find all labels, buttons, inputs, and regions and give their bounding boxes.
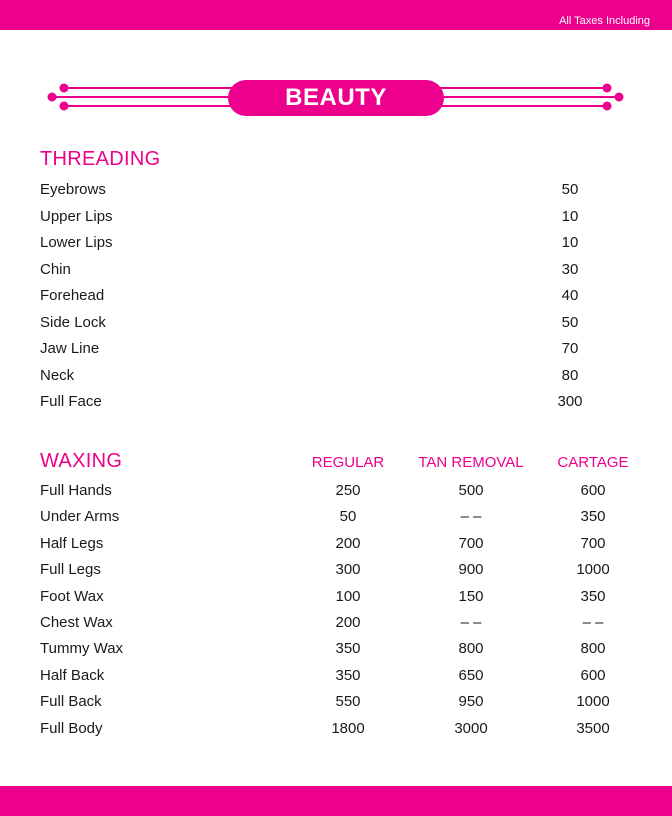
price-regular: 100 <box>335 587 361 605</box>
price-regular: 350 <box>335 666 361 684</box>
price-cartage: 350 <box>580 587 606 605</box>
table-row <box>0 667 672 693</box>
service-price: 80 <box>561 366 579 384</box>
service-name: Full Back <box>40 693 102 711</box>
price-regular: 550 <box>335 693 361 711</box>
bottom-bar <box>0 786 672 816</box>
service-name: Half Back <box>40 666 105 684</box>
list-item <box>0 234 672 260</box>
service-name: Chin <box>40 260 71 278</box>
waxing-title: WAXING <box>40 450 123 472</box>
price-regular: 200 <box>335 534 361 552</box>
price-tan-removal: 150 <box>458 587 484 605</box>
service-name: Upper Lips <box>40 207 113 225</box>
service-name: Side Lock <box>40 313 106 331</box>
service-name: Eyebrows <box>40 181 106 198</box>
top-bar <box>0 0 672 30</box>
price-cartage: 350 <box>580 508 606 526</box>
price-tan-removal: 800 <box>458 640 484 658</box>
column-header-cartage: CARTAGE <box>557 454 629 471</box>
service-name: Neck <box>40 366 75 384</box>
price-regular: 200 <box>335 614 361 631</box>
price-regular: 300 <box>335 561 361 579</box>
price-tan-removal: – – <box>460 614 482 631</box>
service-name: Full Hands <box>40 482 112 499</box>
price-regular: 1800 <box>331 719 365 737</box>
page-title: BEAUTY <box>228 80 444 116</box>
price-cartage: 600 <box>580 666 606 684</box>
service-name: Foot Wax <box>40 587 104 605</box>
table-row <box>0 508 672 534</box>
service-name: Tummy Wax <box>40 640 124 658</box>
table-row <box>0 640 672 666</box>
service-name: Full Legs <box>40 561 101 579</box>
service-price: 70 <box>561 340 579 357</box>
price-regular: 350 <box>335 640 361 658</box>
table-row <box>0 482 672 508</box>
threading-title: THREADING <box>40 148 161 170</box>
tax-note: All Taxes Including <box>559 15 650 27</box>
service-price: 50 <box>561 313 579 331</box>
column-header-regular: REGULAR <box>311 454 385 471</box>
service-price: 30 <box>561 260 579 278</box>
price-regular: 50 <box>339 508 357 526</box>
service-price: 10 <box>561 234 579 251</box>
price-tan-removal: 700 <box>458 534 484 552</box>
table-row <box>0 561 672 587</box>
service-price: 10 <box>561 207 579 225</box>
price-cartage: 800 <box>580 640 606 658</box>
price-tan-removal: 950 <box>458 693 484 711</box>
price-cartage: 600 <box>580 482 606 499</box>
service-name: Full Face <box>40 393 102 410</box>
price-cartage: 1000 <box>576 561 610 579</box>
price-tan-removal: 3000 <box>454 719 488 737</box>
service-name: Forehead <box>40 287 105 304</box>
table-row <box>0 693 672 719</box>
service-name: Jaw Line <box>40 340 100 357</box>
service-price: 300 <box>557 393 583 410</box>
service-price: 50 <box>561 181 579 198</box>
price-cartage: 3500 <box>576 719 610 737</box>
service-name: Full Body <box>40 719 103 737</box>
table-row <box>0 720 672 746</box>
list-item <box>0 208 672 234</box>
service-name: Lower Lips <box>40 234 113 251</box>
price-tan-removal: 500 <box>458 482 484 499</box>
price-cartage: 700 <box>580 534 606 552</box>
table-row <box>0 588 672 614</box>
price-tan-removal: 900 <box>458 561 484 579</box>
service-name: Half Legs <box>40 534 104 552</box>
list-item <box>0 287 672 313</box>
service-name: Under Arms <box>40 508 120 526</box>
price-cartage: – – <box>582 614 604 631</box>
list-item <box>0 314 672 340</box>
price-tan-removal: – – <box>460 508 482 526</box>
list-item <box>0 367 672 393</box>
list-item <box>0 261 672 287</box>
table-row <box>0 535 672 561</box>
column-header-tan-removal: TAN REMOVAL <box>418 454 524 471</box>
service-name: Chest Wax <box>40 614 113 631</box>
table-row <box>0 614 672 640</box>
service-price: 40 <box>561 287 579 304</box>
list-item <box>0 340 672 366</box>
list-item <box>0 393 672 419</box>
price-regular: 250 <box>335 482 361 499</box>
price-cartage: 1000 <box>576 693 610 711</box>
price-tan-removal: 650 <box>458 666 484 684</box>
list-item <box>0 181 672 207</box>
